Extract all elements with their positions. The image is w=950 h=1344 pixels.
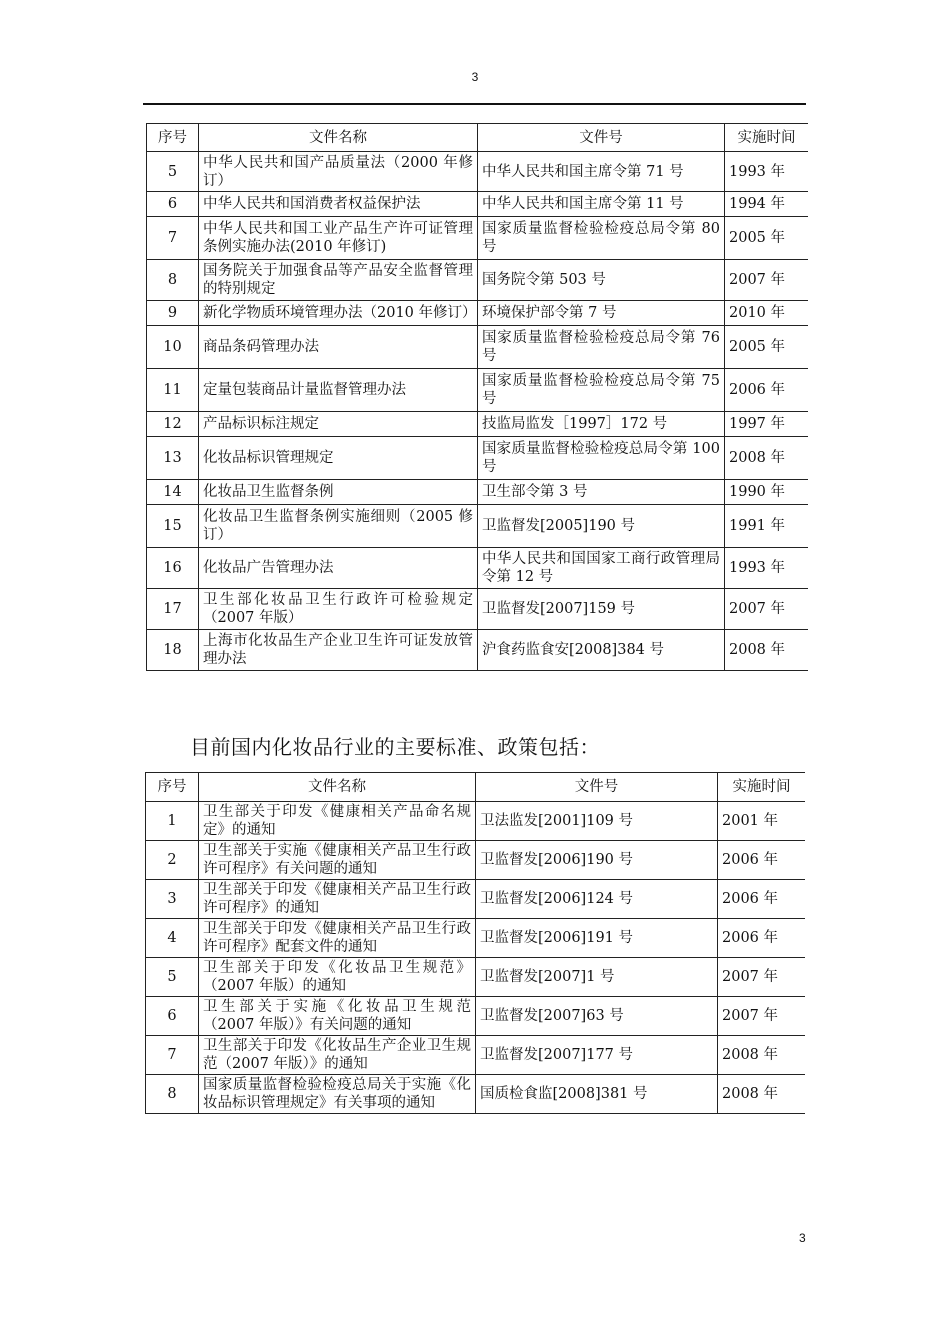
row-name: 卫生部关于印发《化妆品生产企业卫生规范（2007 年版）》的通知 [199,1036,476,1075]
row-no: 5 [146,958,199,997]
row-name: 卫生部关于实施《健康相关产品卫生行政许可程序》有关问题的通知 [199,841,476,880]
row-doc: 卫监督发[2005]190 号 [478,505,725,548]
row-doc: 中华人民共和国主席令第 11 号 [478,192,725,217]
row-no: 10 [147,326,199,369]
row-date: 2008 年 [725,437,809,480]
row-name: 化妆品广告管理办法 [199,548,478,589]
row-name: 卫生部关于印发《化妆品卫生规范》（2007 年版）的通知 [199,958,476,997]
table-row [146,958,806,997]
table-row [147,505,809,548]
row-no: 5 [147,152,199,192]
row-name: 卫生部关于印发《健康相关产品卫生行政许可程序》配套文件的通知 [199,919,476,958]
header-rule [143,103,806,105]
row-date: 2007 年 [718,958,806,997]
row-date: 1994 年 [725,192,809,217]
standards-intro-text: 目前国内化妆品行业的主要标准、政策包括： [190,735,600,759]
table-row [147,437,809,480]
row-doc: 卫监督发[2006]190 号 [476,841,718,880]
row-doc: 卫监督发[2007]177 号 [476,1036,718,1075]
row-no: 2 [146,841,199,880]
row-date: 1990 年 [725,480,809,505]
row-date: 2008 年 [718,1036,806,1075]
col-header-date: 实施时间 [725,124,809,152]
row-name: 定量包装商品计量监督管理办法 [199,369,478,412]
footer-page-number: 3 [799,1231,806,1245]
row-date: 2005 年 [725,326,809,369]
table-row [146,1036,806,1075]
row-no: 12 [147,412,199,437]
row-date: 2007 年 [718,997,806,1036]
row-date: 1993 年 [725,548,809,589]
row-name: 卫生部关于实施《化妆品卫生规范（2007 年版）》有关问题的通知 [199,997,476,1036]
row-date: 1997 年 [725,412,809,437]
row-date: 2006 年 [718,841,806,880]
table-row [146,880,806,919]
row-doc: 卫监督发[2007]63 号 [476,997,718,1036]
table-row [147,301,809,326]
row-no: 8 [146,1075,199,1114]
row-date: 2006 年 [718,880,806,919]
row-no: 3 [146,880,199,919]
row-name: 卫生部关于印发《健康相关产品卫生行政许可程序》的通知 [199,880,476,919]
row-name: 化妆品卫生监督条例 [199,480,478,505]
table-row [146,919,806,958]
col-header-doc: 文件号 [478,124,725,152]
table-row [147,630,809,671]
row-date: 1993 年 [725,152,809,192]
table-row [147,260,809,301]
table-row [147,480,809,505]
row-no: 7 [147,217,199,260]
row-no: 9 [147,301,199,326]
row-name: 上海市化妆品生产企业卫生许可证发放管理办法 [199,630,478,671]
col-header-name: 文件名称 [199,124,478,152]
row-no: 13 [147,437,199,480]
row-date: 2001 年 [718,802,806,841]
row-no: 7 [146,1036,199,1075]
row-doc: 卫法监发[2001]109 号 [476,802,718,841]
table-row [147,152,809,192]
row-doc: 环境保护部令第 7 号 [478,301,725,326]
row-doc: 中华人民共和国主席令第 71 号 [478,152,725,192]
col-header-name: 文件名称 [199,773,476,802]
table-header-row [147,124,809,152]
row-no: 8 [147,260,199,301]
row-name: 国务院关于加强食品等产品安全监督管理的特别规定 [199,260,478,301]
row-doc: 卫监督发[2006]124 号 [476,880,718,919]
row-doc: 沪食药监食安[2008]384 号 [478,630,725,671]
row-name: 新化学物质环境管理办法（2010 年修订） [199,301,478,326]
col-header-no: 序号 [147,124,199,152]
row-date: 2008 年 [725,630,809,671]
row-date: 2007 年 [725,589,809,630]
row-date: 2008 年 [718,1075,806,1114]
table-row [147,192,809,217]
row-name: 产品标识标注规定 [199,412,478,437]
row-doc: 国家质量监督检验检疫总局令第 75 号 [478,369,725,412]
row-no: 6 [146,997,199,1036]
row-no: 14 [147,480,199,505]
col-header-no: 序号 [146,773,199,802]
row-date: 2007 年 [725,260,809,301]
row-name: 中华人民共和国工业产品生产许可证管理条例实施办法(2010 年修订) [199,217,478,260]
header-page-number: 3 [471,70,479,84]
row-date: 2005 年 [725,217,809,260]
row-name: 商品条码管理办法 [199,326,478,369]
row-doc: 卫监督发[2007]1 号 [476,958,718,997]
row-no: 11 [147,369,199,412]
row-name: 卫生部关于印发《健康相关产品命名规定》的通知 [199,802,476,841]
table-row [146,997,806,1036]
table-row [146,841,806,880]
row-doc: 卫监督发[2007]159 号 [478,589,725,630]
row-doc: 国质检食监[2008]381 号 [476,1075,718,1114]
row-doc: 国家质量监督检验检疫总局令第 76 号 [478,326,725,369]
col-header-date: 实施时间 [718,773,806,802]
row-name: 国家质量监督检验检疫总局关于实施《化妆品标识管理规定》有关事项的通知 [199,1075,476,1114]
row-no: 18 [147,630,199,671]
row-name: 化妆品卫生监督条例实施细则（2005 修订） [199,505,478,548]
table-row [146,1075,806,1114]
row-no: 6 [147,192,199,217]
table-row [146,802,806,841]
row-doc: 卫监督发[2006]191 号 [476,919,718,958]
table-row [147,548,809,589]
standards-table-container [145,772,805,1120]
row-doc: 国家质量监督检验检疫总局令第 100 号 [478,437,725,480]
row-no: 4 [146,919,199,958]
row-no: 16 [147,548,199,589]
table-header-row [146,773,806,802]
table-row [147,326,809,369]
row-date: 2006 年 [718,919,806,958]
row-doc: 技监局监发［1997］172 号 [478,412,725,437]
row-doc: 卫生部令第 3 号 [478,480,725,505]
regulations-table-container [146,123,808,686]
row-date: 2010 年 [725,301,809,326]
row-name: 化妆品标识管理规定 [199,437,478,480]
row-name: 卫生部化妆品卫生行政许可检验规定（2007 年版） [199,589,478,630]
table-row [147,589,809,630]
regulations-table [146,123,808,671]
row-date: 2006 年 [725,369,809,412]
row-doc: 国务院令第 503 号 [478,260,725,301]
col-header-doc: 文件号 [476,773,718,802]
standards-table [145,772,805,1114]
table-row [147,369,809,412]
table-row [147,217,809,260]
row-no: 15 [147,505,199,548]
row-no: 1 [146,802,199,841]
row-date: 1991 年 [725,505,809,548]
row-doc: 国家质量监督检验检疫总局令第 80 号 [478,217,725,260]
row-doc: 中华人民共和国国家工商行政管理局令第 12 号 [478,548,725,589]
row-name: 中华人民共和国消费者权益保护法 [199,192,478,217]
row-no: 17 [147,589,199,630]
table-row [147,412,809,437]
row-name: 中华人民共和国产品质量法（2000 年修订） [199,152,478,192]
